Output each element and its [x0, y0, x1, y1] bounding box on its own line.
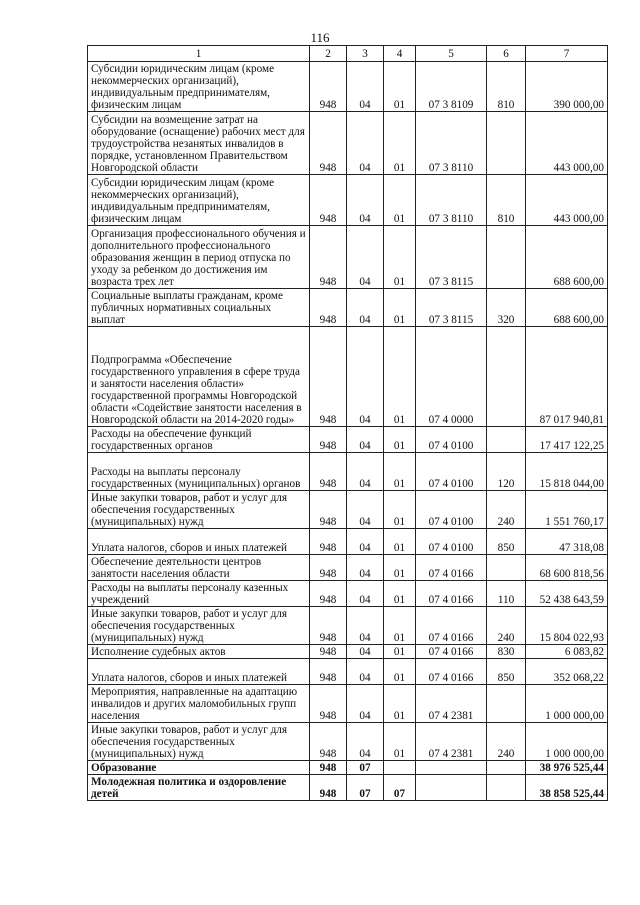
code-ministry: 948 [310, 607, 347, 645]
code-ministry: 948 [310, 761, 347, 775]
row-description: Исполнение судебных актов [88, 645, 310, 659]
code-ministry: 948 [310, 112, 347, 175]
code-subsection [384, 761, 416, 775]
code-ministry: 948 [310, 723, 347, 761]
code-target: 07 3 8109 [416, 62, 487, 112]
code-target: 07 4 2381 [416, 723, 487, 761]
code-subsection: 01 [384, 62, 416, 112]
code-ministry: 948 [310, 175, 347, 226]
code-expense-type [487, 327, 526, 427]
code-section: 04 [347, 453, 384, 491]
code-section: 04 [347, 289, 384, 327]
row-description: Иные закупки товаров, работ и услуг для обеспечения государственных (муниципальных) нужд [88, 491, 310, 529]
table-row [88, 491, 608, 529]
code-expense-type [487, 112, 526, 175]
code-ministry: 948 [310, 685, 347, 723]
code-subsection: 01 [384, 659, 416, 685]
code-section: 07 [347, 775, 384, 801]
code-expense-type: 830 [487, 645, 526, 659]
code-section: 04 [347, 723, 384, 761]
code-target: 07 4 0166 [416, 581, 487, 607]
code-expense-type: 850 [487, 659, 526, 685]
code-target: 07 3 8110 [416, 112, 487, 175]
amount: 443 000,00 [526, 112, 608, 175]
table-row [88, 427, 608, 453]
code-subsection: 01 [384, 453, 416, 491]
amount: 68 600 818,56 [526, 555, 608, 581]
code-target: 07 4 0100 [416, 491, 487, 529]
table-row [88, 659, 608, 685]
table-body [88, 46, 608, 801]
code-section: 04 [347, 226, 384, 289]
row-description: Социальные выплаты гражданам, кроме публичных нормативных социальных выплат [88, 289, 310, 327]
column-header: 7 [526, 46, 608, 62]
code-target: 07 4 0166 [416, 607, 487, 645]
table-row [88, 645, 608, 659]
code-subsection: 01 [384, 226, 416, 289]
row-description: Субсидии юридическим лицам (кроме некоммерческих организаций), индивидуальным предпринимателям, физическим лицам [88, 62, 310, 112]
code-ministry: 948 [310, 529, 347, 555]
code-subsection: 01 [384, 175, 416, 226]
code-expense-type [487, 761, 526, 775]
code-target: 07 4 0166 [416, 645, 487, 659]
code-target: 07 4 0100 [416, 529, 487, 555]
code-expense-type: 120 [487, 453, 526, 491]
code-ministry: 948 [310, 62, 347, 112]
code-section: 04 [347, 491, 384, 529]
table-row [88, 226, 608, 289]
row-description: Иные закупки товаров, работ и услуг для обеспечения государственных (муниципальных) нужд [88, 607, 310, 645]
row-description: Подпрограмма «Обеспечение государственного управления в сфере труда и занятости населения области» государственной программы Новгородской области «Содействие занятости населения в Новгородской области на 2014-2020 годы» [88, 327, 310, 427]
code-subsection: 01 [384, 289, 416, 327]
amount: 6 083,82 [526, 645, 608, 659]
budget-table [87, 45, 608, 801]
code-section: 04 [347, 685, 384, 723]
page-number: 116 [310, 30, 330, 45]
code-expense-type: 240 [487, 491, 526, 529]
table-row [88, 175, 608, 226]
table-row [88, 775, 608, 801]
code-section: 04 [347, 175, 384, 226]
code-section: 04 [347, 327, 384, 427]
code-subsection: 01 [384, 327, 416, 427]
code-subsection: 07 [384, 775, 416, 801]
column-header: 5 [416, 46, 487, 62]
code-target: 07 4 2381 [416, 685, 487, 723]
code-ministry: 948 [310, 775, 347, 801]
code-expense-type: 240 [487, 607, 526, 645]
code-subsection: 01 [384, 112, 416, 175]
table-row [88, 555, 608, 581]
amount: 390 000,00 [526, 62, 608, 112]
code-target [416, 775, 487, 801]
code-expense-type: 850 [487, 529, 526, 555]
table-row [88, 289, 608, 327]
amount: 47 318,08 [526, 529, 608, 555]
code-ministry: 948 [310, 659, 347, 685]
row-description: Уплата налогов, сборов и иных платежей [88, 659, 310, 685]
table-row [88, 62, 608, 112]
amount: 1 000 000,00 [526, 685, 608, 723]
row-description: Образование [88, 761, 310, 775]
code-subsection: 01 [384, 645, 416, 659]
code-section: 04 [347, 112, 384, 175]
table-row [88, 685, 608, 723]
code-subsection: 01 [384, 529, 416, 555]
code-expense-type [487, 226, 526, 289]
code-ministry: 948 [310, 491, 347, 529]
code-ministry: 948 [310, 289, 347, 327]
column-header: 2 [310, 46, 347, 62]
code-section: 04 [347, 581, 384, 607]
row-description: Обеспечение деятельности центров занятости населения области [88, 555, 310, 581]
code-section: 04 [347, 555, 384, 581]
table-row [88, 607, 608, 645]
table-row [88, 581, 608, 607]
code-subsection: 01 [384, 555, 416, 581]
amount: 38 858 525,44 [526, 775, 608, 801]
code-expense-type: 320 [487, 289, 526, 327]
code-subsection: 01 [384, 581, 416, 607]
amount: 38 976 525,44 [526, 761, 608, 775]
code-section: 04 [347, 62, 384, 112]
column-header: 1 [88, 46, 310, 62]
code-expense-type: 110 [487, 581, 526, 607]
amount: 688 600,00 [526, 226, 608, 289]
code-ministry: 948 [310, 555, 347, 581]
table-row [88, 723, 608, 761]
code-ministry: 948 [310, 453, 347, 491]
row-description: Молодежная политика и оздоровление детей [88, 775, 310, 801]
code-target: 07 4 0000 [416, 327, 487, 427]
amount: 443 000,00 [526, 175, 608, 226]
row-description: Расходы на обеспечение функций государственных органов [88, 427, 310, 453]
code-expense-type [487, 775, 526, 801]
code-target [416, 761, 487, 775]
row-description: Иные закупки товаров, работ и услуг для обеспечения государственных (муниципальных) нужд [88, 723, 310, 761]
code-subsection: 01 [384, 491, 416, 529]
column-header: 3 [347, 46, 384, 62]
code-target: 07 4 0166 [416, 555, 487, 581]
code-expense-type: 810 [487, 175, 526, 226]
code-subsection: 01 [384, 427, 416, 453]
code-subsection: 01 [384, 685, 416, 723]
table-row [88, 453, 608, 491]
code-section: 04 [347, 529, 384, 555]
code-target: 07 3 8110 [416, 175, 487, 226]
amount: 87 017 940,81 [526, 327, 608, 427]
amount: 688 600,00 [526, 289, 608, 327]
code-section: 04 [347, 607, 384, 645]
code-target: 07 3 8115 [416, 226, 487, 289]
code-section: 04 [347, 645, 384, 659]
table-header-row [88, 46, 608, 62]
code-ministry: 948 [310, 226, 347, 289]
row-description: Расходы на выплаты персоналу государственных (муниципальных) органов [88, 453, 310, 491]
code-ministry: 948 [310, 427, 347, 453]
code-expense-type [487, 555, 526, 581]
amount: 1 000 000,00 [526, 723, 608, 761]
row-description: Мероприятия, направленные на адаптацию инвалидов и других маломобильных групп населения [88, 685, 310, 723]
code-section: 07 [347, 761, 384, 775]
code-expense-type [487, 685, 526, 723]
table-row [88, 112, 608, 175]
code-expense-type [487, 427, 526, 453]
code-expense-type: 810 [487, 62, 526, 112]
code-section: 04 [347, 427, 384, 453]
code-subsection: 01 [384, 607, 416, 645]
row-description: Расходы на выплаты персоналу казенных учреждений [88, 581, 310, 607]
code-target: 07 4 0100 [416, 453, 487, 491]
amount: 352 068,22 [526, 659, 608, 685]
code-target: 07 4 0166 [416, 659, 487, 685]
column-header: 6 [487, 46, 526, 62]
code-target: 07 4 0100 [416, 427, 487, 453]
code-subsection: 01 [384, 723, 416, 761]
row-description: Уплата налогов, сборов и иных платежей [88, 529, 310, 555]
amount: 1 551 760,17 [526, 491, 608, 529]
amount: 15 804 022,93 [526, 607, 608, 645]
amount: 15 818 044,00 [526, 453, 608, 491]
column-header: 4 [384, 46, 416, 62]
amount: 17 417 122,25 [526, 427, 608, 453]
table-row [88, 529, 608, 555]
code-target: 07 3 8115 [416, 289, 487, 327]
code-ministry: 948 [310, 581, 347, 607]
code-ministry: 948 [310, 327, 347, 427]
table-row [88, 327, 608, 427]
code-section: 04 [347, 659, 384, 685]
code-ministry: 948 [310, 645, 347, 659]
row-description: Организация профессионального обучения и дополнительного профессионального образования женщин в период отпуска по уходу за ребенком до достижения им возраста трех лет [88, 226, 310, 289]
row-description: Субсидии юридическим лицам (кроме некоммерческих организаций), индивидуальным предпринимателям, физическим лицам [88, 175, 310, 226]
amount: 52 438 643,59 [526, 581, 608, 607]
row-description: Субсидии на возмещение затрат на оборудование (оснащение) рабочих мест для трудоустройства незанятых инвалидов в порядке, установленном Правительством Новгородской области [88, 112, 310, 175]
code-expense-type: 240 [487, 723, 526, 761]
table-row [88, 761, 608, 775]
